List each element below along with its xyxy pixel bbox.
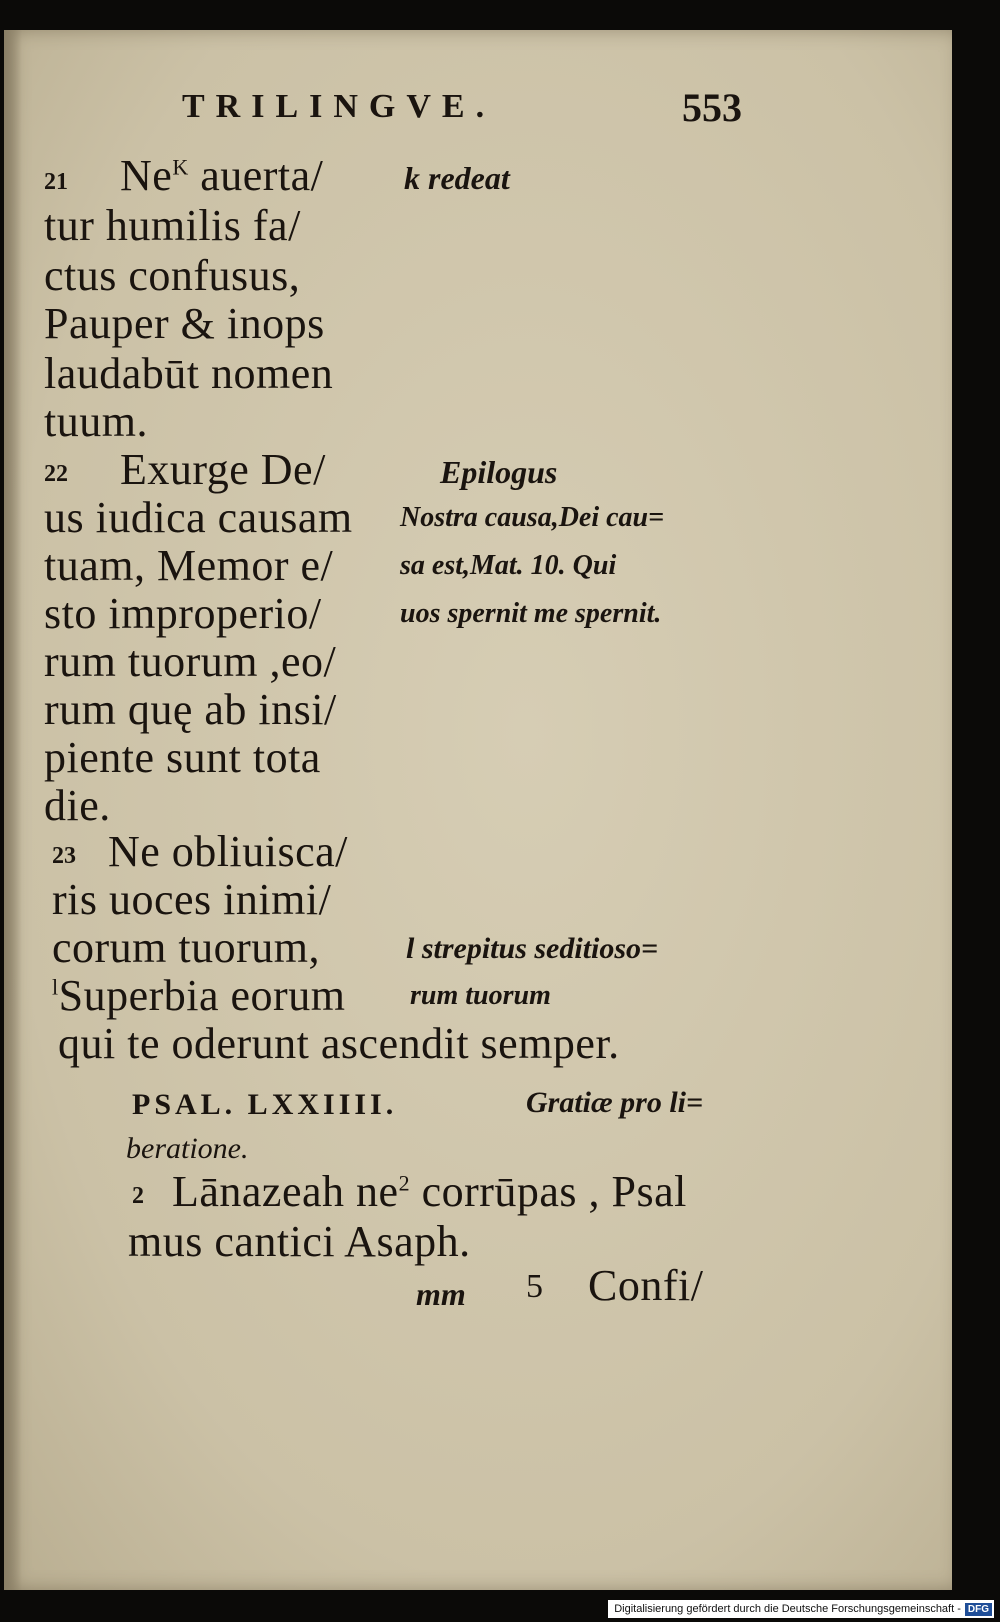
margin-note: uos spernit me spernit.: [400, 598, 662, 629]
margin-note: sa est,Mat. 10. Qui: [400, 550, 617, 581]
verse-line: laudabūt nomen: [44, 349, 334, 398]
margin-note-title: Epilogus: [440, 454, 558, 490]
dfg-logo: DFG: [965, 1603, 992, 1616]
margin-note: k redeat: [404, 160, 510, 196]
note-marker: l: [52, 974, 59, 1000]
credit-text: Digitalisierung gefördert durch die Deutsche Forschungsgemeinschaft -: [614, 1603, 961, 1615]
verse-line: die.: [44, 781, 111, 830]
verse-line: Pauper & inops: [44, 299, 325, 348]
folio-mark: 5: [526, 1268, 544, 1305]
verse-line: rum tuorum ,eo/: [44, 637, 337, 686]
verse-line: sto improperio/: [44, 589, 322, 638]
verse-line: ris uoces inimi/: [52, 875, 332, 924]
verse-line: us iudica causam: [44, 493, 353, 542]
margin-note: rum tuorum: [410, 980, 551, 1011]
note-marker: K: [172, 154, 189, 180]
verse-line: Ne obliuisca/: [108, 827, 348, 876]
verse-line-full: qui te oderunt ascendit semper.: [58, 1019, 620, 1068]
margin-note: l strepitus seditioso=: [406, 932, 659, 965]
verse-line: tur humilis fa/: [44, 201, 301, 250]
catchword: Confi/: [588, 1261, 704, 1310]
psalm-heading: PSAL. LXXIIII.: [132, 1088, 398, 1121]
verse-line: mus cantici Asaph.: [128, 1217, 471, 1266]
verse-line: piente sunt tota: [44, 733, 321, 782]
digitization-credit: [608, 1600, 994, 1618]
book-page: [4, 30, 952, 1590]
note-marker: 2: [398, 1170, 411, 1196]
verse-line: tuum.: [44, 397, 148, 446]
verse-number: 21: [44, 169, 68, 195]
psalm-summary: Gratiæ pro li=: [526, 1086, 704, 1119]
verse-line: rum quę ab insi/: [44, 685, 337, 734]
psalm-summary: beratione.: [126, 1132, 249, 1165]
page-number: 553: [682, 85, 742, 130]
verse-number: 23: [52, 843, 76, 869]
verse-line: Exurge De/: [120, 445, 326, 494]
signature-mark: mm: [416, 1276, 466, 1312]
verse-line: Lānazeah $ne^2$ corrūpas , Psal: [172, 1167, 687, 1216]
running-title: TRILINGVE.: [182, 88, 496, 125]
verse-line: $Ne^K$ auerta/: [120, 151, 324, 200]
verse-number: 22: [44, 461, 68, 487]
verse-line: $^l$Superbia eorum: [52, 971, 346, 1020]
verse-line: corum tuorum,: [52, 923, 321, 972]
verse-number: 2: [132, 1183, 144, 1209]
verse-line: tuam, Memor e/: [44, 541, 334, 590]
margin-note: Nostra causa,Dei cau=: [400, 502, 665, 533]
verse-line: ctus confusus,: [44, 251, 301, 300]
